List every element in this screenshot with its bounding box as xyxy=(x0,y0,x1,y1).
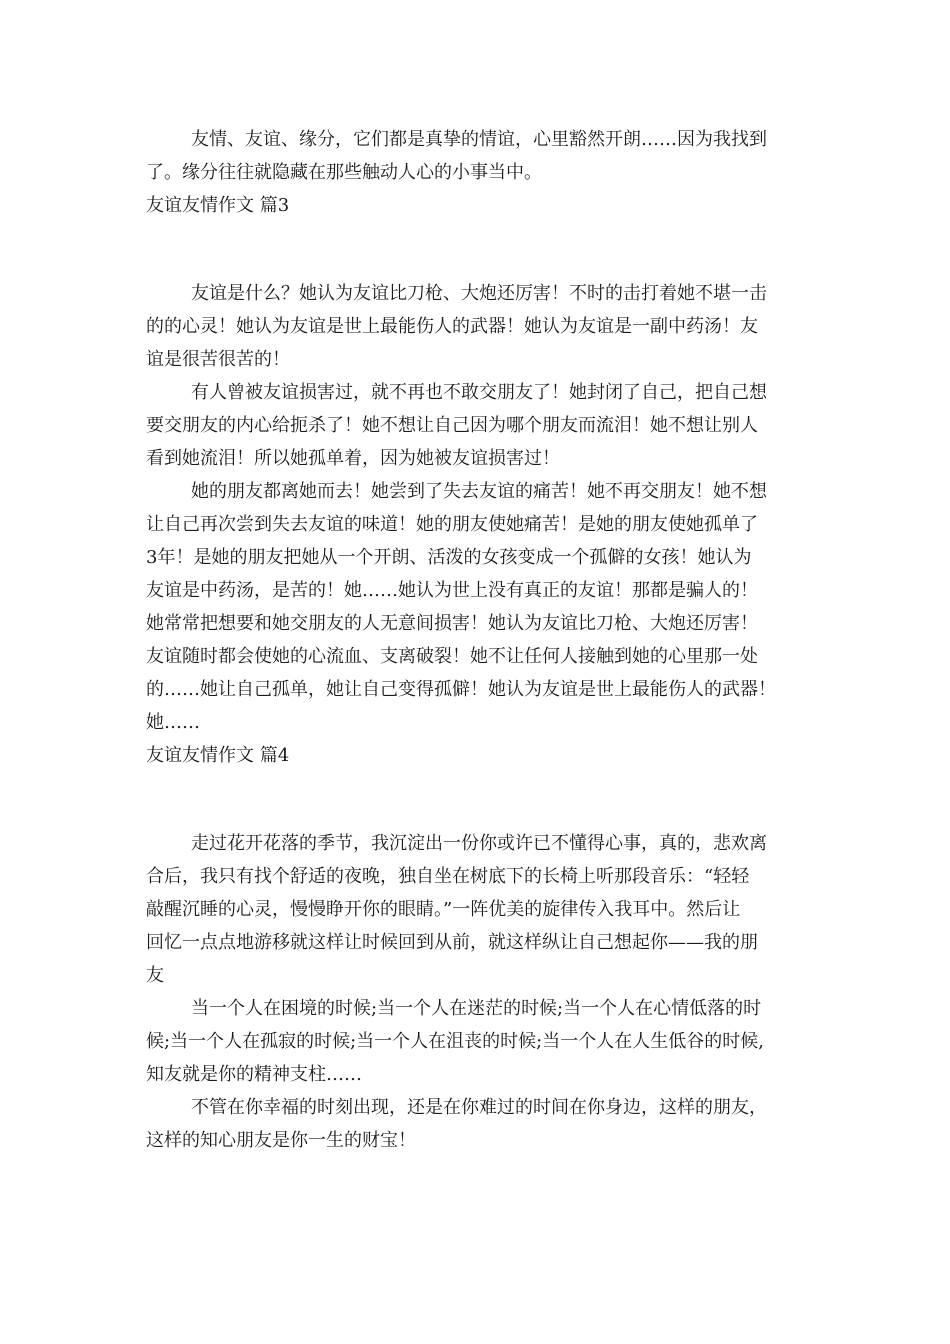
paragraph-line: 要交朋友的内心给扼杀了！她不想让自己因为哪个朋友而流泪！她不想让别人 xyxy=(146,415,758,436)
paragraph-line: 谊是很苦很苦的！ xyxy=(146,349,290,370)
paragraph-line: 她…… xyxy=(146,712,200,733)
section-gap xyxy=(146,222,808,277)
section-gap xyxy=(146,772,808,827)
paragraph-line: 了。缘分往往就隐藏在那些触动人心的小事当中。 xyxy=(146,162,542,183)
paragraph-line: 3年！是她的朋友把她从一个开朗、活泼的女孩变成一个孤僻的女孩！她认为 xyxy=(146,547,752,568)
paragraph-line: 合后，我只有找个舒适的夜晚，独自坐在树底下的长椅上听那段音乐：“轻轻 xyxy=(146,866,750,887)
paragraph-line: 友 xyxy=(146,965,164,986)
paragraph-line: 友谊是中药汤，是苦的！她……她认为世上没有真正的友谊！那都是骗人的！ xyxy=(146,580,758,601)
paragraph-line: 友谊随时都会使她的心流血、支离破裂！她不让任何人接触到她的心里那一处 xyxy=(146,646,758,667)
section-4-paragraph-1 xyxy=(146,827,808,992)
paragraph-line: 她常常把想要和她交朋友的人无意间损害！她认为友谊比刀枪、大炮还厉害！ xyxy=(146,613,758,634)
paragraph-line: 让自己再次尝到失去友谊的味道！她的朋友使她痛苦！是她的朋友使她孤单了 xyxy=(146,514,758,535)
paragraph-line: 有人曾被友谊损害过，就不再也不敢交朋友了！她封闭了自己，把自己想 xyxy=(191,382,767,403)
paragraph-line: 回忆一点点地游移就这样让时候回到从前，就这样纵让自己想起你——我的朋 xyxy=(146,932,758,953)
paragraph-line: 知友就是你的精神支柱…… xyxy=(146,1064,362,1085)
section-3-paragraph-3 xyxy=(146,475,808,739)
intro-paragraph xyxy=(146,123,808,189)
paragraph-line: 走过花开花落的季节，我沉淀出一份你或许已不懂得心事，真的，悲欢离 xyxy=(191,833,767,854)
document-page xyxy=(146,123,808,1157)
paragraph-line: 友情、友谊、缘分，它们都是真挚的情谊，心里豁然开朗……因为我找到 xyxy=(191,129,767,150)
section-4-paragraph-2 xyxy=(146,992,808,1091)
paragraph-line: 当一个人在困境的时候;当一个人在迷茫的时候;当一个人在心情低落的时 xyxy=(191,998,762,1019)
section-4-title: 友谊友情作文 篇4 xyxy=(146,745,290,766)
paragraph-line: 不管在你幸福的时刻出现，还是在你难过的时间在你身边，这样的朋友， xyxy=(191,1097,767,1118)
paragraph-line: 的的心灵！她认为友谊是世上最能伤人的武器！她认为友谊是一副中药汤！友 xyxy=(146,316,758,337)
section-4-paragraph-3 xyxy=(146,1091,808,1157)
paragraph-line: 候;当一个人在孤寂的时候;当一个人在沮丧的时候;当一个人在人生低谷的时候, xyxy=(146,1031,764,1052)
paragraph-line: 她的朋友都离她而去！她尝到了失去友谊的痛苦！她不再交朋友！她不想 xyxy=(191,481,767,502)
paragraph-line: 敲醒沉睡的心灵，慢慢睁开你的眼睛。”一阵优美的旋律传入我耳中。然后让 xyxy=(146,899,741,920)
paragraph-line: 这样的知心朋友是你一生的财宝！ xyxy=(146,1130,416,1151)
section-3-title: 友谊友情作文 篇3 xyxy=(146,195,290,216)
section-3-paragraph-1 xyxy=(146,277,808,376)
paragraph-line: 友谊是什么？她认为友谊比刀枪、大炮还厉害！不时的击打着她不堪一击 xyxy=(191,283,767,304)
section-3-paragraph-2 xyxy=(146,376,808,475)
paragraph-line: 的……她让自己孤单，她让自己变得孤僻！她认为友谊是世上最能伤人的武器！ xyxy=(146,679,776,700)
paragraph-line: 看到她流泪！所以她孤单着，因为她被友谊损害过！ xyxy=(146,448,560,469)
